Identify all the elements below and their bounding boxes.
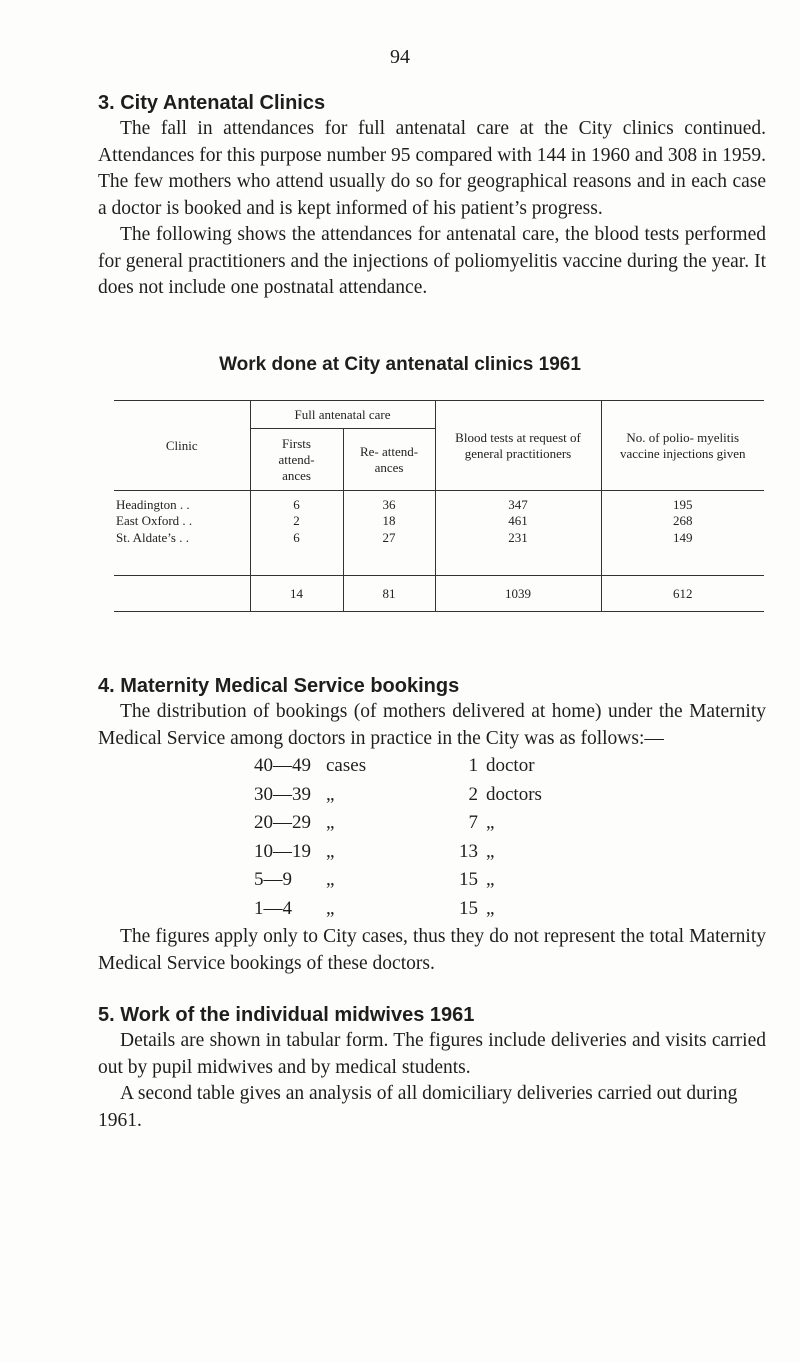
section-maternity-note — [98, 924, 766, 977]
cell-clinic: Headington . . — [116, 496, 190, 512]
table-row — [114, 491, 764, 513]
section-heading: 3. City Antenatal Clinics — [98, 92, 326, 114]
paragraph: The distribution of bookings (of mothers delivered at home) under the Maternity Medical Service among doctors in practice in the City was as follows:— — [98, 701, 766, 749]
total-firsts: 14 — [250, 576, 343, 612]
paragraph: The fall in attendances for full antenatal care at the City clinics continued. Attendances for this purpose number 95 compared with 144 in 1960 and 308 in 1959. The few mothers who attend usually do so for geographical reasons and in each case a doctor is booked and is kept informed of his patient’s progress. — [98, 118, 766, 219]
page-number: 94 — [390, 46, 410, 68]
col-header-polio: No. of polio- myelitis vaccine injections given — [601, 401, 764, 491]
cell-reattend: 27 — [343, 530, 435, 547]
section-city-antenatal-clinics — [98, 90, 766, 302]
col-header-blood-tests: Blood tests at request of general practitioners — [435, 401, 601, 491]
list-item: 10—19 „ 13 „ — [254, 840, 495, 862]
antenatal-clinics-table — [114, 400, 764, 613]
section-heading: 4. Maternity Medical Service bookings — [98, 675, 460, 697]
cell-polio: 149 — [601, 530, 764, 547]
cell-blood: 461 — [435, 513, 601, 530]
table-row — [114, 513, 764, 530]
list-item: 40—49 cases 1 doctor — [254, 755, 535, 776]
paragraph: The following shows the attendances for antenatal care, the blood tests performed for general practitioners and the injections of poliomyelitis vaccine during the year. It does not include one postnatal attendance. — [98, 224, 766, 298]
table-header-row — [114, 401, 764, 429]
list-item: 1—4 „ 15 „ — [254, 897, 495, 919]
total-reattend: 81 — [343, 576, 435, 612]
table-title: Work done at City antenatal clinics 1961 — [219, 354, 581, 375]
section-maternity-bookings — [98, 673, 766, 752]
cell-blood: 231 — [435, 530, 601, 547]
list-item: 30—39 „ 2 doctors — [254, 783, 542, 805]
section-individual-midwives — [98, 1002, 766, 1134]
cell-polio: 268 — [601, 513, 764, 530]
paragraph: A second table gives an analysis of all domiciliary deliveries carried out during 1961. — [98, 1083, 738, 1131]
table-total-row — [114, 576, 764, 612]
list-item: 20—29 „ 7 „ — [254, 812, 495, 833]
cell-reattend: 36 — [343, 491, 435, 513]
col-header-firsts: Firsts attend- ances — [250, 429, 343, 491]
table-spacer-row — [114, 547, 764, 576]
cell-reattend: 18 — [343, 513, 435, 530]
cell-clinic: East Oxford . . — [116, 513, 193, 528]
paragraph: The figures apply only to City cases, thus they do not represent the total Maternity Medical Service bookings of these doctors. — [98, 926, 766, 974]
cell-firsts: 6 — [250, 491, 343, 513]
cell-clinic: St. Aldate’s . . — [116, 529, 189, 545]
col-header-full-antenatal: Full antenatal care — [250, 401, 435, 429]
cell-firsts: 6 — [250, 530, 343, 547]
cell-blood: 347 — [435, 491, 601, 513]
bookings-distribution-list — [254, 752, 542, 923]
cell-firsts: 2 — [250, 513, 343, 530]
total-blood: 1039 — [435, 576, 601, 612]
list-item: 5—9 „ 15 „ — [254, 869, 495, 890]
table-row — [114, 530, 764, 547]
section-heading: 5. Work of the individual midwives 1961 — [98, 1004, 475, 1026]
paragraph: Details are shown in tabular form. The figures include deliveries and visits carried out by pupil midwives and by medical students. — [98, 1030, 766, 1078]
col-header-clinic: Clinic — [165, 437, 198, 453]
cell-polio: 195 — [601, 491, 764, 513]
col-header-reattend: Re- attend- ances — [343, 429, 435, 491]
total-polio: 612 — [601, 576, 764, 612]
